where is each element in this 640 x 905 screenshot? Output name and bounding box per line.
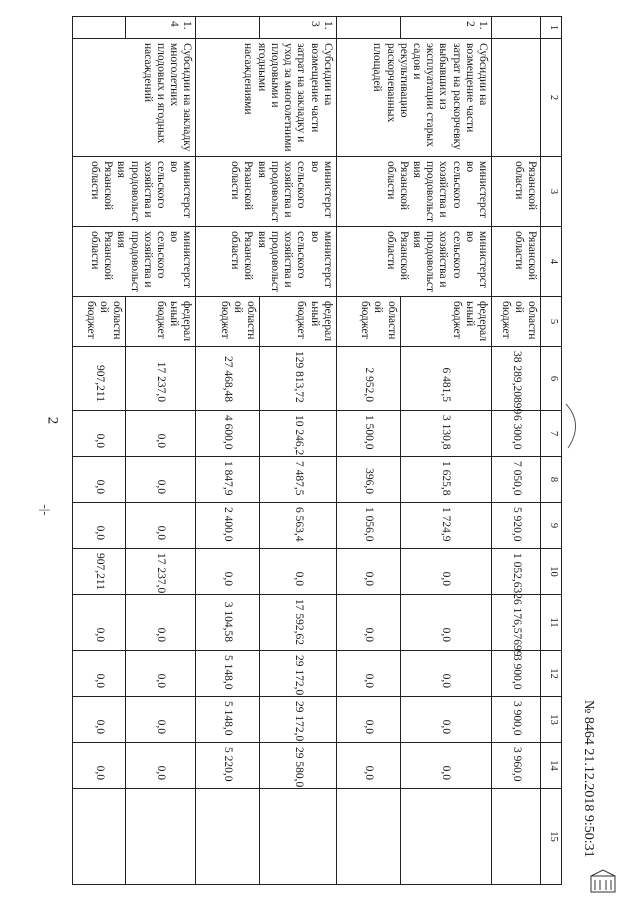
cell: 29 172,0 — [260, 697, 337, 743]
col-header: 14 — [541, 743, 562, 789]
cell — [196, 17, 260, 39]
cell: 7 050,0 — [492, 457, 541, 503]
cell: министерство сельского хозяйства и продовольствия Рязанской области — [196, 157, 336, 227]
table-row — [492, 17, 541, 885]
cell: 907,211 — [73, 347, 126, 411]
cell: 0,0 — [73, 411, 126, 457]
cell: 6 481,5 — [400, 347, 491, 411]
cell: 5 148,0 — [196, 651, 260, 697]
cell: министерство сельского хозяйства и продовольствия Рязанской области — [73, 157, 196, 227]
cell: министерство сельского хозяйства и продовольствия Рязанской области — [336, 157, 491, 227]
cell: 17 592,62 — [260, 595, 337, 651]
cell: 1 847,9 — [196, 457, 260, 503]
cell: 0,0 — [73, 457, 126, 503]
cell: 1 724,9 — [400, 503, 491, 549]
cell: 1.4 — [126, 17, 196, 39]
col-header: 12 — [541, 651, 562, 697]
cell — [196, 789, 260, 885]
col-header: 6 — [541, 347, 562, 411]
cell: 6 176,57699 — [492, 595, 541, 651]
cell: 129 813,72 — [260, 347, 337, 411]
cell: 0,0 — [336, 651, 400, 697]
cell: 5 148,0 — [196, 697, 260, 743]
seal-icon — [588, 868, 618, 898]
cell: 27 468,48 — [196, 347, 260, 411]
cell — [492, 17, 541, 39]
col-header: 10 — [541, 549, 562, 595]
col-header: 2 — [541, 39, 562, 157]
cell: 3 960,0 — [492, 743, 541, 789]
col-header: 15 — [541, 789, 562, 885]
cell: 0,0 — [400, 743, 491, 789]
cell: 2 400,0 — [196, 503, 260, 549]
margin-mark: -|- — [38, 504, 54, 516]
cell: 1 500,0 — [336, 411, 400, 457]
cell: 396,0 — [336, 457, 400, 503]
cell: 0,0 — [126, 743, 196, 789]
cell — [492, 789, 541, 885]
cell: 1 625,8 — [400, 457, 491, 503]
col-header: 4 — [541, 227, 562, 297]
budget-table-rotated — [72, 16, 562, 884]
cell: 0,0 — [73, 697, 126, 743]
cell: 1.3 — [260, 17, 337, 39]
table-row — [400, 17, 491, 885]
cell — [260, 789, 337, 885]
cell: 5 920,0 — [492, 503, 541, 549]
cell: 3 900,0 — [492, 697, 541, 743]
cell: Субсидии на возмещение части затрат на закладку и уход за многолетними плодовыми и ягодными насаждениями — [196, 39, 336, 157]
cell: 0,0 — [73, 503, 126, 549]
cell: Рязанской области — [492, 227, 541, 297]
cell: федеральный бюджет — [260, 297, 337, 347]
table-row — [260, 17, 337, 885]
cell: 0,0 — [126, 457, 196, 503]
cell: 0,0 — [126, 651, 196, 697]
cell: 29 580,0 — [260, 743, 337, 789]
cell: 3 900,0 — [492, 651, 541, 697]
cell: 0,0 — [126, 503, 196, 549]
cell: 0,0 — [196, 549, 260, 595]
cell — [73, 789, 126, 885]
cell: 0,0 — [400, 697, 491, 743]
col-header: 8 — [541, 457, 562, 503]
cell: 1.2 — [400, 17, 491, 39]
cell: Рязанской области — [492, 157, 541, 227]
col-header: 5 — [541, 297, 562, 347]
cell: 10 246,2 — [260, 411, 337, 457]
page-number: 2 — [44, 416, 61, 425]
cell: 0,0 — [73, 651, 126, 697]
cell: 0,0 — [73, 743, 126, 789]
cell: 0,0 — [73, 595, 126, 651]
col-header: 3 — [541, 157, 562, 227]
cell: 5 220,0 — [196, 743, 260, 789]
col-header: 7 — [541, 411, 562, 457]
cell — [126, 789, 196, 885]
cell: 7 487,5 — [260, 457, 337, 503]
cell: Субсидии на закладку многолетних плодовых и ягодных насаждений — [73, 39, 196, 157]
cell: 6 563,4 — [260, 503, 337, 549]
budget-table — [72, 16, 562, 885]
cell: министерство сельского хозяйства и продовольствия Рязанской области — [196, 227, 336, 297]
cell — [400, 789, 491, 885]
cell: 0,0 — [400, 549, 491, 595]
cell: Субсидии на возмещение части затрат на раскорчевку выбывших из эксплуатации старых садов и рекультивацию раскорчеванных площадей — [336, 39, 491, 157]
col-header: 11 — [541, 595, 562, 651]
cell: министерство сельского хозяйства и продовольствия Рязанской области — [336, 227, 491, 297]
cell: 0,0 — [126, 595, 196, 651]
cell: 6 300,0 — [492, 411, 541, 457]
cell — [492, 39, 541, 157]
cell: областной бюджет — [196, 297, 260, 347]
cell: 907,211 — [73, 549, 126, 595]
cell: федеральный бюджет — [126, 297, 196, 347]
cell: 0,0 — [126, 411, 196, 457]
cell: 0,0 — [336, 743, 400, 789]
cell: 0,0 — [400, 595, 491, 651]
cell: 4 600,0 — [196, 411, 260, 457]
cell: 17 237,0 — [126, 549, 196, 595]
cell: федеральный бюджет — [400, 297, 491, 347]
cell: 0,0 — [336, 549, 400, 595]
cell: областной бюджет — [336, 297, 400, 347]
cell: 2 952,0 — [336, 347, 400, 411]
cell: 0,0 — [126, 697, 196, 743]
cell: 17 237,0 — [126, 347, 196, 411]
col-header: 9 — [541, 503, 562, 549]
cell — [336, 789, 400, 885]
cell — [73, 17, 126, 39]
cell: областной бюджет — [492, 297, 541, 347]
cell: областной бюджет — [73, 297, 126, 347]
cell: 0,0 — [336, 697, 400, 743]
registration-stamp: № 8464 21.12.2018 9:50:31 — [581, 700, 596, 858]
cell: 0,0 — [336, 595, 400, 651]
col-header: 1 — [541, 17, 562, 39]
cell: 0,0 — [400, 651, 491, 697]
header-row — [541, 17, 562, 885]
table-row — [126, 17, 196, 885]
cell: 3 130,8 — [400, 411, 491, 457]
col-header: 13 — [541, 697, 562, 743]
cell: 38 289,20899 — [492, 347, 541, 411]
cell: 29 172,0 — [260, 651, 337, 697]
cell — [336, 17, 400, 39]
cell: министерство сельского хозяйства и продовольствия Рязанской области — [73, 227, 196, 297]
cell: 1 056,0 — [336, 503, 400, 549]
cell: 0,0 — [260, 549, 337, 595]
cell: 1 052,632 — [492, 549, 541, 595]
cell: 3 104,58 — [196, 595, 260, 651]
